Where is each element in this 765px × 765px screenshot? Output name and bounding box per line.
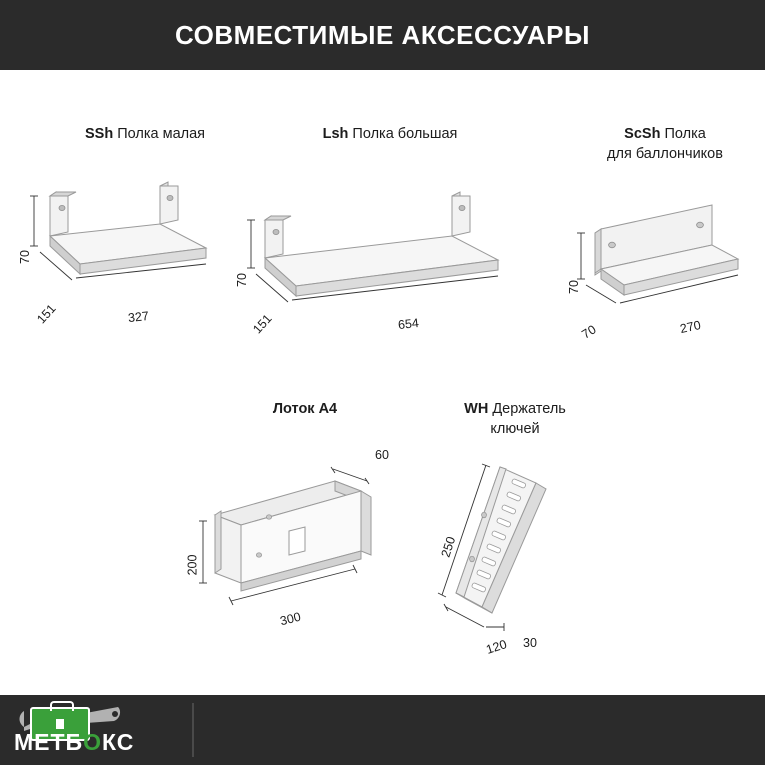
product-wh-dim-height: 250 (438, 534, 459, 560)
product-lsh-dim-depth: 151 (250, 311, 275, 337)
product-lsh-drawing (240, 190, 530, 335)
product-scsh-label (580, 125, 750, 164)
product-wh-dim-width: 120 (484, 637, 509, 657)
product-tray-a4-dim-height: 200 (185, 554, 200, 576)
product-ssh-dim-height: 70 (17, 250, 32, 264)
brand-name: МЕТБОКС (14, 729, 135, 755)
accessories-diagram (0, 70, 765, 695)
product-ssh-drawing (17, 180, 250, 320)
product-tray-a4-dim-width: 300 (278, 609, 303, 629)
brand-logo (8, 699, 188, 761)
product-ssh-code: SSh (84, 126, 114, 142)
product-scsh-drawing (560, 195, 750, 340)
product-scsh-code: ScSh (624, 126, 661, 142)
product-ssh-dim-depth: 151 (34, 301, 59, 327)
product-wh-name-line2: ключей (490, 420, 540, 437)
product-tray-a4-dim-depth: 60 (375, 448, 389, 462)
product-lsh-dim-height: 70 (234, 273, 249, 287)
product-scsh-name-line1: Полка (664, 126, 706, 142)
product-wh-code: WH (464, 401, 489, 417)
product-tray-a4-code: Лоток A4 (272, 401, 338, 417)
product-scsh-dim-width: 270 (678, 317, 703, 337)
logo-divider (192, 703, 194, 757)
product-wh-label (430, 400, 600, 439)
product-wh-name-line1: Держатель (492, 401, 566, 417)
product-ssh-dim-width: 327 (127, 308, 150, 326)
page-footer (0, 695, 765, 765)
product-wh-dim-depth: 30 (523, 636, 537, 650)
product-lsh-code: Lsh (322, 126, 349, 142)
page-header (0, 0, 765, 70)
product-lsh-label (240, 125, 540, 145)
product-scsh-dim-height: 70 (566, 280, 581, 294)
product-ssh-name: Полка малая (117, 126, 206, 142)
product-scsh-dim-depth: 70 (579, 322, 599, 342)
product-tray-a4-drawing (185, 455, 415, 635)
product-ssh-label (20, 125, 270, 145)
product-scsh-name-line2: для баллончиков (607, 145, 723, 162)
product-lsh-name: Полка большая (352, 126, 458, 142)
product-lsh-dim-width: 654 (397, 315, 420, 333)
page-title: СОВМЕСТИМЫЕ АКСЕССУАРЫ (175, 19, 590, 50)
product-tray-a4-label (185, 400, 425, 420)
